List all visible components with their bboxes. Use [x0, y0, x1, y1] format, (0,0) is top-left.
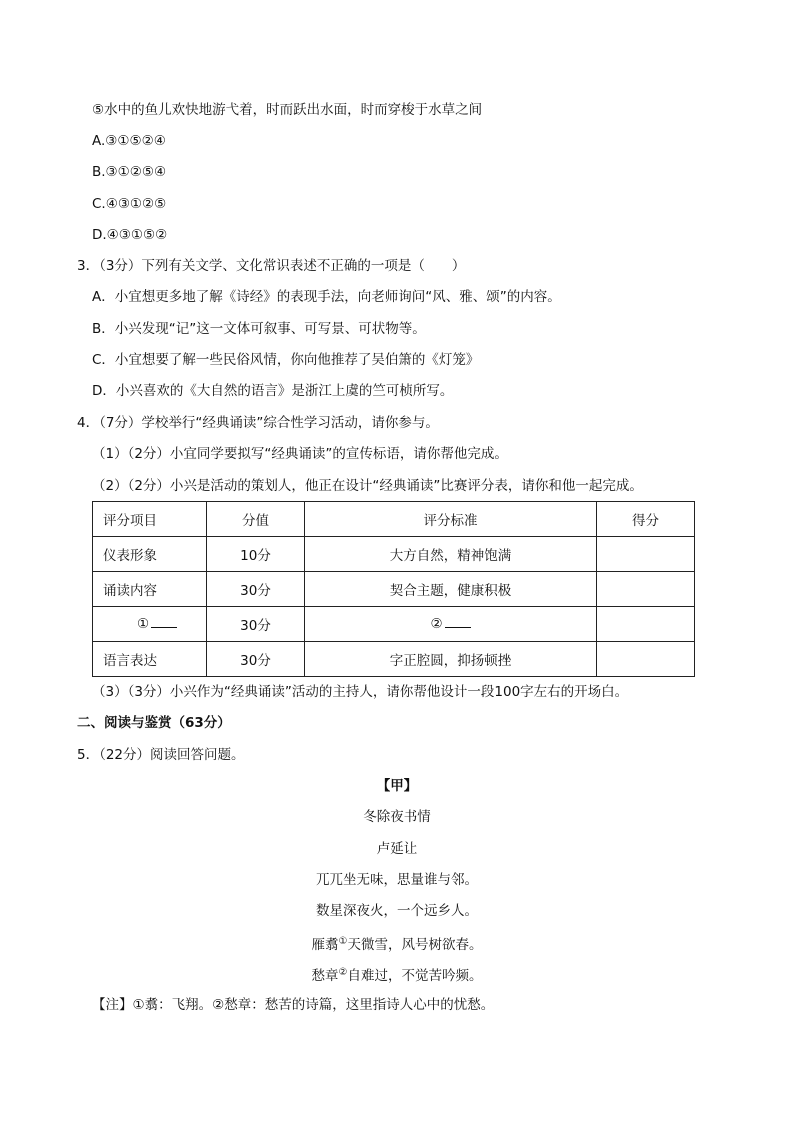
q4-stem: 4．（7分）学校举行“经典诵读”综合性学习活动，请你参与。: [77, 415, 439, 431]
table-cell: 30分: [207, 642, 305, 677]
table-cell: 字正腔圆，抑扬顿挫: [305, 642, 597, 677]
q3-option-d: D．小兴喜欢的《大自然的语言》是浙江上虞的竺可桢所写。: [92, 383, 454, 399]
poem-title: 冬除夜书情: [363, 809, 431, 825]
poem-line-3: [0, 933, 794, 954]
table-cell: 语言表达: [93, 642, 207, 677]
q3-option-b: B．小兴发现“记”这一文体可叙事、可写景、可状物等。: [92, 321, 426, 337]
q5-stem: 5．（22分）阅读回答问题。: [77, 747, 245, 763]
poem-line-2: 数星深夜火，一个远乡人。: [316, 903, 478, 919]
table-row: [93, 572, 695, 607]
q3-option-c: C．小宜想要了解一些民俗风情，你向他推荐了吴伯箫的《灯笼》: [92, 352, 480, 368]
table-cell: 10分: [207, 537, 305, 572]
table-cell: 诵读内容: [93, 572, 207, 607]
poem-line-4: [0, 964, 794, 985]
table-cell: 仪表形象: [93, 537, 207, 572]
poem-line-4-part-b: 自难过，不觉苦吟频。: [347, 968, 483, 984]
q2-option-b: B.③①②⑤④: [92, 164, 167, 180]
fill-blank-1[interactable]: [151, 627, 177, 628]
q3-option-a: A．小宜想更多地了解《诗经》的表现手法，向老师询问“风、雅、颂”的内容。: [92, 289, 561, 305]
score-table: [92, 501, 695, 677]
fill-blank-2[interactable]: [445, 627, 471, 628]
score-table-header: 分值: [207, 502, 305, 537]
q4-sub3: （3）（3分）小兴作为“经典诵读”活动的主持人，请你帮他设计一段100字左右的开场白。: [92, 684, 629, 700]
table-cell: 30分: [207, 572, 305, 607]
poem-author: 卢延让: [376, 841, 418, 857]
q3-stem: 3．（3分）下列有关文学、文化常识表述不正确的一项是（ ）: [77, 258, 466, 274]
score-input-cell[interactable]: [597, 642, 695, 677]
section-title: 二、阅读与鉴赏（63分）: [77, 715, 231, 731]
table-row: [93, 607, 695, 642]
q2-option-a: A.③①⑤②④: [92, 133, 166, 149]
passage-label: 【甲】: [376, 778, 418, 794]
blank-cell-2[interactable]: [305, 607, 597, 642]
q4-sub1: （1）（2分）小宜同学要拟写“经典诵读”的宣传标语，请你帮他完成。: [92, 446, 508, 462]
table-row: [93, 537, 695, 572]
poem-line-3-part-a: 雁翥: [311, 937, 339, 953]
score-input-cell[interactable]: [597, 607, 695, 642]
score-table-header: 得分: [597, 502, 695, 537]
q2-item-5: ⑤水中的鱼儿欢快地游弋着，时而跃出水面，时而穿梭于水草之间: [92, 102, 483, 118]
score-table-header: 评分项目: [93, 502, 207, 537]
q4-sub2: （2）（2分）小兴是活动的策划人，他正在设计“经典诵读”比赛评分表，请你和他一起完成。: [92, 478, 643, 494]
q2-option-c: C.④③①②⑤: [92, 196, 167, 212]
q2-option-d: D.④③①⑤②: [92, 227, 168, 243]
table-cell: 契合主题，健康积极: [305, 572, 597, 607]
footnote-marker-2: ②: [338, 967, 348, 978]
table-row: [93, 642, 695, 677]
blank-1-marker: ①: [137, 616, 150, 632]
score-table-header: 评分标准: [305, 502, 597, 537]
footnote-marker-1: ①: [338, 936, 348, 947]
poem-annotation: 【注】①翥：飞翔。②愁章：愁苦的诗篇，这里指诗人心中的忧愁。: [92, 997, 495, 1013]
blank-2-marker: ②: [430, 616, 443, 632]
score-input-cell[interactable]: [597, 572, 695, 607]
blank-cell-1[interactable]: [93, 607, 207, 642]
table-cell: 大方自然，精神饱满: [305, 537, 597, 572]
score-input-cell[interactable]: [597, 537, 695, 572]
poem-line-1: 兀兀坐无味，思量谁与邻。: [316, 872, 478, 888]
table-cell: 30分: [207, 607, 305, 642]
score-table-header-row: [93, 502, 695, 537]
poem-line-4-part-a: 愁章: [311, 968, 339, 984]
poem-line-3-part-b: 天微雪，风号树欲春。: [347, 937, 483, 953]
